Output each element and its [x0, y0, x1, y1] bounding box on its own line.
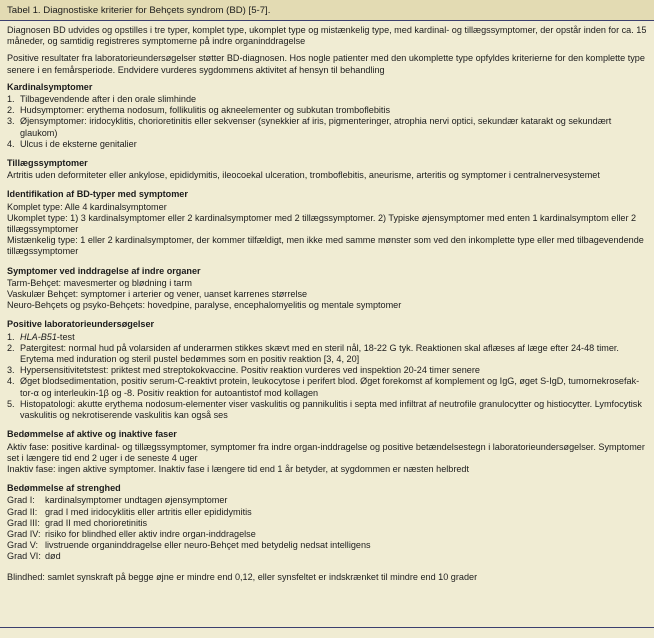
grade-row [7, 551, 649, 562]
grade-label: Grad III: [7, 517, 40, 528]
cardinal-section [7, 82, 649, 150]
list-item [7, 376, 649, 398]
grade-text: risiko for blindhed eller aktiv indre organ-inddragelse [45, 528, 256, 539]
section-heading: Symptomer ved inddragelse af indre organer [7, 265, 201, 276]
grade-label: Grad IV: [7, 528, 41, 539]
item-text: Hypersensitivitetstest: priktest med streptokokvaccine. Positiv reaktion vurderes ved inspektion 20-24 timer senere [20, 365, 480, 376]
section-heading: Bedømmelse af aktive og inaktive faser [7, 429, 177, 440]
section-text: Artritis uden deformiteter eller ankylose, epididymitis, ileocoekal ulceration, tromboflebitis, aneurisme, arteritis og symptomer i centralnervesystemet [7, 170, 600, 181]
grade-row [7, 495, 649, 506]
grade-text: kardinalsymptomer undtagen øjensymptomer [45, 495, 228, 506]
item-number: 5. [7, 398, 15, 409]
item-number: 4. [7, 138, 15, 149]
grade-label: Grad II: [7, 506, 38, 517]
section-line: Mistænkelig type: 1 eller 2 kardinalsymptomer, der kommer tilfældigt, men ikke med samme mønster som ved den inkomplette type eller med tilbagevendende tillægssymptomer [7, 235, 644, 257]
caption-row [0, 0, 654, 21]
list-item [7, 365, 649, 376]
item-number: 2. [7, 105, 15, 116]
section-heading: Identifikation af BD-typer med symptomer [7, 189, 188, 200]
grade-row [7, 518, 649, 529]
item-number: 2. [7, 342, 15, 353]
item-text: Tilbagevendende after i den orale slimhinde [20, 94, 197, 105]
types-section [7, 189, 649, 257]
grade-row [7, 540, 649, 551]
section-heading: Bedømmelse af strenghed [7, 483, 121, 494]
grade-row [7, 529, 649, 540]
section-line: Vaskulær Behçet: symptomer i arterier og vener, uanset karrenes størrelse [7, 289, 308, 300]
table-body [7, 25, 649, 583]
section-heading: Tillægssymptomer [7, 158, 88, 169]
list-item [7, 399, 649, 421]
section-line: Aktiv fase: positive kardinal- og tillægssymptomer, symptomer fra indre organ-inddragelse og positive betændelsestegn i laboratorieundersøgelser. Symptomer set i længere tid end 2 uger i de seneste 4 uger [7, 441, 645, 463]
list-item [7, 94, 649, 105]
grade-text: grad I med iridocyklitis eller artritis eller epididymitis [45, 506, 252, 517]
item-number: 3. [7, 116, 15, 127]
item-number: 1. [7, 94, 15, 105]
intro-paragraph: Diagnosen BD udvides og opstilles i tre typer, komplet type, ukomplet type og mistænkelig type, med kardinal- og tillægssymptomer, der opstår inden for ca. 15 måneder, og samtidig registreres symptomerne på indre organinddragelse [7, 25, 647, 47]
list-item [7, 139, 649, 150]
section-line: Neuro-Behçets og psyko-Behçets: hovedpine, paralyse, encephalomyelitis og mentale symptomer [7, 300, 402, 311]
section-line: Ukomplet type: 1) 3 kardinalsymptomer eller 2 kardinalsymptomer med 2 tillægssymptomer. 2) Typiske øjensymptomer med enten 1 kardinalsymptom eller 2 tillægssymptomer [7, 212, 637, 235]
item-text: Ulcus i de eksterne genitalier [20, 138, 137, 149]
section-line: Tarm-Behçet: mavesmerter og blødning i tarm [7, 277, 192, 288]
section-heading: Positive laboratorieundersøgelser [7, 319, 155, 330]
item-text: Øget blodsedimentation, positiv serum-C-reaktivt protein, leukocytose i perifert blod. Øget forekomst af komplement og IgG, øget S-IgD, tumornekrosefak-tor-α og interleukin-1β og -8. Positiv reaktion for autoantistof mod kollagen [20, 376, 640, 398]
grade-label: Grad I: [7, 495, 35, 506]
item-text: Histopatologi: akutte erythema nodosum-elementer viser vaskulitis og pannikulitis i septa med infiltrat af neutrofile granulocytter og histiocytter. Lymfocytisk vaskulitis og nekrotiserende vaskulitis kan også ses [20, 398, 642, 421]
intro-paragraph: Positive resultater fra laboratorieundersøgelser støtter BD-diagnosen. Hos nogle patienter med den ukomplette type opfyldes kriterierne for den komplette type senere i en femårsperiode. Endvidere vurderes sygdommens aktivitet af hensyn til behandling [7, 53, 645, 75]
item-text: -test [56, 331, 75, 342]
section-heading: Kardinalsymptomer [7, 81, 93, 92]
section-line: Komplet type: Alle 4 kardinalsymptomer [7, 201, 167, 212]
organs-section [7, 266, 649, 312]
activity-section [7, 429, 649, 475]
grade-text: død [45, 551, 61, 562]
grade-label: Grad VI: [7, 551, 41, 562]
additional-section [7, 158, 649, 181]
item-text: Patergitest: normal hud på volarsiden af underarmen stikkes skævt med en steril nål, 18-22 G tyk. Reaktionen skal aflæses af læge efter 24-48 timer. Erytema med induration og steril pustel bedømmes som en positiv reaktion [3, 4, 20] [20, 342, 619, 365]
item-number: 4. [7, 376, 15, 387]
item-number: 3. [7, 365, 15, 376]
list-item [7, 105, 649, 116]
item-italic-text: HLA-B51 [20, 331, 57, 342]
grade-row [7, 507, 649, 518]
section-line: Inaktiv fase: ingen aktive symptomer. Inaktiv fase i længere tid end 1 år betyder, at sygdommen er næsten helbredt [7, 463, 470, 474]
lab-section [7, 319, 649, 421]
blindness-definition: Blindhed: samlet synskraft på begge øjne er mindre end 0,12, eller synsfeltet er indskrænket til mindre end 10 grader [7, 571, 478, 582]
severity-section [7, 483, 649, 562]
list-item [7, 343, 649, 365]
item-text: Øjensymptomer: iridocyklitis, chorioretinitis eller sekvenser (synekkier af iris, pigmenteringer, atrophia nervi optici, sekundær katarakt og sekundært glaukom) [20, 116, 612, 138]
item-text: Hudsymptomer: erythema nodosum, follikulitis og akneelementer og subkutan tromboflebitis [20, 105, 390, 116]
grade-text: grad II med chorioretinitis [45, 517, 148, 528]
item-number: 1. [7, 331, 15, 342]
list-item [7, 332, 649, 343]
grade-text: livstruende organinddragelse eller neuro-Behçet med betydelig nedsat intelligens [45, 540, 371, 551]
bottom-rule [0, 627, 654, 628]
grade-label: Grad V: [7, 540, 38, 551]
list-item [7, 116, 649, 138]
table-caption: Tabel 1. Diagnostiske kriterier for Behçets syndrom (BD) [5-7]. [7, 5, 271, 16]
